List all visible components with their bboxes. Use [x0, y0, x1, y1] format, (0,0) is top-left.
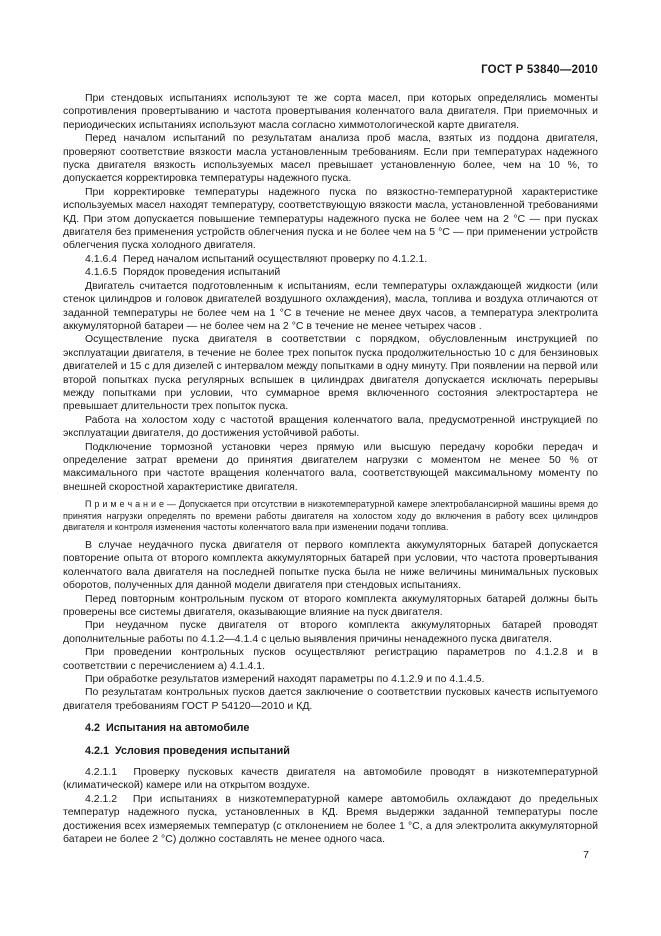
paragraph-4-2-1-2: 4.2.1.2 При испытаниях в низкотемпературной камере автомобиль охлаждают до предельных температур надежного пуска, установленных в КД. Время выдержки заданной температуры после достижения всех измеряемых температур (с отклонением не более 1 °С, а для электролита аккумуляторной батареи не более 2 °С) должно составлять не менее одного часа. — [63, 792, 598, 846]
paragraph: При корректировке температуры надежного пуска по вязкостно-температурной характеристике используемых масел находят температуру, соответствующую вязкости масла, установленной требованиями КД. При этом допускается повышение температуры надежного пуска не более чем на 2 °С — при пусках двигателя без применения устройств облегчения пуска и не более чем на 5 °С — при применении устройств облегчения пуска холодного двигателя. — [63, 185, 598, 252]
paragraph: Перед повторным контрольным пуском от второго комплекта аккумуляторных батарей должны быть проверены все системы двигателя, оказывающие влияние на пуск двигателя. — [63, 592, 598, 618]
paragraph: Двигатель считается подготовленным к испытаниям, если температуры охлаждающей жидкости (или стенок цилиндров и головок двигателей воздушного охлаждения), масла, топлива и воздуха отличаются от заданной температуры не более чем на 1 °С в течение не менее двух часов, а температура электролита аккумуляторной батареи — не более чем на 2 °С в течение не менее четырех часов . — [63, 279, 598, 332]
paragraph: При обработке результатов измерений находят параметры по 4.1.2.9 и по 4.1.4.5. — [85, 673, 485, 686]
clause-4-1-6-4: 4.1.6.4 Перед началом испытаний осуществляют проверку по 4.1.2.1. — [85, 252, 428, 265]
paragraph: Подключение тормозной установки через прямую или высшую передачу коробки передач и определение затрат времени до принятия двигателем нагрузки с моментом не менее 50 % от максимального при частоте вращения коленчатого вала, соответствующей максимальному моменту по внешней скоростной характеристике двигателя. — [63, 440, 598, 493]
subsection-heading-4-2-1: 4.2.1 Условия проведения испытаний — [85, 744, 290, 757]
paragraph: Работа на холостом ходу с частотой вращения коленчатого вала, предусмотренной инструкцией по эксплуатации двигателя, до достижения устойчивой работы. — [63, 413, 598, 440]
paragraph: При проведении контрольных пусков осуществляют регистрацию параметров по 4.1.2.8 и в соответствии с перечислением а) 4.1.4.1. — [63, 646, 598, 672]
paragraph: Перед началом испытаний по результатам анализа проб масла, взятых из поддона двигателя, проверяют соответствие вязкости масла установленным требованиям. Если при температурах надежного пуска двигателя вязкость используемых масел превышает установленную более, чем на 10 %, то допускается корректировка температуры надежного пуска. — [63, 132, 598, 185]
standard-code: ГОСТ Р 53840—2010 — [481, 64, 598, 76]
paragraph: По результатам контрольных пусков дается заключение о соответствии пусковых качеств испытуемого двигателя требованиям ГОСТ Р 54120—2010 и КД. — [63, 686, 598, 712]
paragraph: В случае неудачного пуска двигателя от первого комплекта аккумуляторных батарей допускается повторение опыта от второго комплекта аккумуляторных батарей при условии, что частота провертывания коленчатого вала двигателя на последней попытке пуска была не ниже величины минимальных пусковых оборотов, полученных для данной модели двигателя при стендовых испытаниях. — [63, 538, 598, 592]
section-heading-4-2: 4.2 Испытания на автомобиле — [85, 722, 250, 735]
note: П р и м е ч а н и е — Допускается при отсутствии в низкотемпературной камере электробалансирной машины время до принятия нагрузки определять по времени работы двигателя на холостом ходу до включения в работу всех цилиндров двигателя и контроля изменения частоты коленчатого вала при изменении подачи топлива. — [63, 499, 598, 533]
paragraph: При стендовых испытаниях используют те же сорта масел, при которых определялись моменты сопротивления провертыванию и частота провертывания коленчатого вала двигателя. При приемочных и периодических испытаниях используют масла согласно химмотологической карте двигателя. — [63, 92, 598, 131]
paragraph: Осуществление пуска двигателя в соответствии с порядком, обусловленным инструкцией по эксплуатации двигателя, в течение не более трех попыток пуска продолжительностью 10 с для бензиновых двигателей и 15 с для дизелей с интервалом между попытками в одну минуту. При появлении на первой или второй попытках пуска регулярных вспышек в цилиндрах двигателя допускается исключать перерывы между попытками при условии, что суммарное время включенного состояния электростартера не превышает длительности трех попыток пуска. — [63, 333, 598, 413]
page-number: 7 — [583, 849, 589, 861]
clause-4-1-6-5: 4.1.6.5 Порядок проведения испытаний — [85, 266, 281, 279]
paragraph-4-2-1-1: 4.2.1.1 Проверку пусковых качеств двигателя на автомобиле проводят в низкотемпературной (климатической) камере или на открытом воздухе. — [63, 766, 598, 792]
paragraph: При неудачном пуске двигателя от второго комплекта аккумуляторных батарей проводят дополнительные работы по 4.1.2—4.1.4 с целью выявления причины ненадежного пуска двигателя. — [63, 619, 598, 645]
